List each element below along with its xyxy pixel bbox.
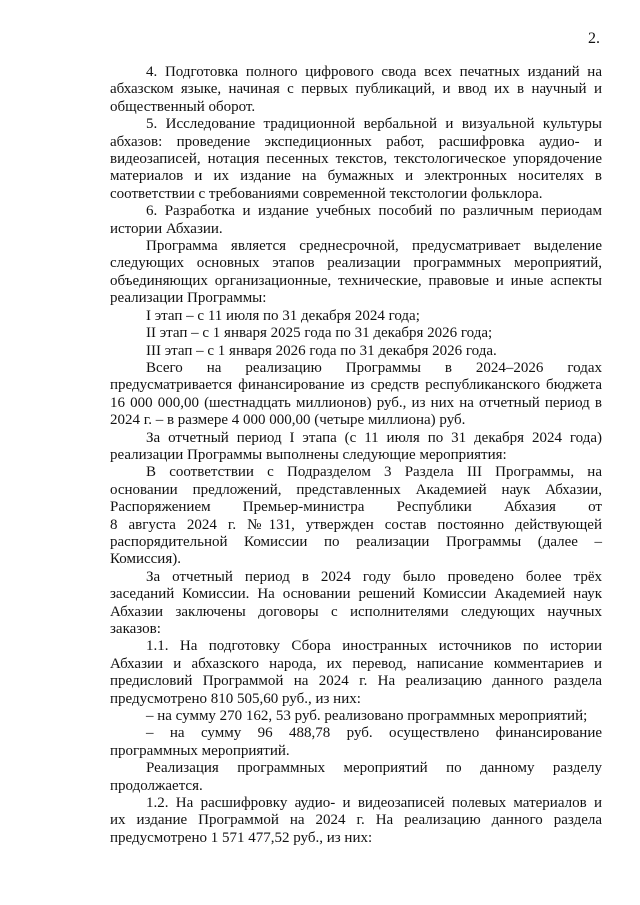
text-line: предусматривается финансирование из средств республиканского бюджета [110, 377, 602, 394]
paragraph [110, 203, 602, 238]
paragraph [110, 760, 602, 795]
text-line: 2024 г. – в размере 4 000 000,00 (четыре миллиона) руб. [110, 412, 466, 429]
page-number: 2. [588, 30, 600, 47]
text-line: 1.1. На подготовку Сбора иностранных источников по истории [146, 638, 602, 655]
paragraph [110, 64, 602, 116]
paragraph [110, 638, 602, 708]
text-line: – на сумму 270 162, 53 руб. реализовано программных мероприятий; [146, 708, 588, 725]
paragraph [110, 308, 602, 325]
text-line: следующих основных этапов реализации программных мероприятий, [110, 255, 602, 272]
text-line: В соответствии с Подразделом 3 Раздела III Программы, на [146, 464, 602, 481]
paragraph [110, 360, 602, 430]
text-line: материалов и их издание на бумажных и электронных носителях в [110, 168, 602, 185]
text-line: Абхазии и абхазского народа, их перевод, написание комментариев и [110, 655, 602, 672]
text-line: Всего на реализацию Программы в 2024–2026 годах [146, 359, 602, 376]
text-line: Абхазии заключены договоры с исполнителями следующих научных [110, 603, 602, 620]
text-line: объединяющих организационные, технические, правовые и иные аспекты [110, 272, 602, 289]
paragraph [110, 325, 602, 342]
text-line: предисловий Программой на 2024 г. На реализацию данного раздела [110, 673, 602, 690]
text-line: соответствии с требованиями современной текстологии фольклора. [110, 185, 543, 202]
text-line: абхазов: проведение экспедиционных работ, расшифровка аудио- и [110, 133, 602, 150]
text-line: III этап – с 1 января 2026 года по 31 декабря 2026 года. [146, 342, 497, 359]
text-line: Комиссия). [110, 551, 181, 568]
paragraph [110, 116, 602, 203]
paragraph [110, 238, 602, 308]
text-line: I этап – с 11 июля по 31 декабря 2024 года; [146, 307, 420, 324]
text-line: Реализация программных мероприятий по данному разделу [146, 760, 602, 777]
paragraph [110, 569, 602, 639]
text-line: За отчетный период в 2024 году было проведено более трёх [146, 568, 602, 585]
paragraph [110, 725, 602, 760]
text-line: заказов: [110, 621, 161, 637]
text-line: общественный оборот. [110, 98, 256, 115]
paragraph [110, 343, 602, 360]
text-line: программных мероприятий. [110, 742, 290, 759]
paragraph [110, 464, 602, 568]
text-line: Программа является среднесрочной, предусматривает выделение [146, 238, 602, 255]
text-line: предусмотрено 1 571 477,52 руб., из них: [110, 829, 373, 846]
document-body [110, 64, 602, 847]
text-line: 5. Исследование традиционной вербальной и визуальной культуры [146, 116, 602, 133]
text-line: – на сумму 96 488,78 руб. осуществлено финансирование [146, 725, 602, 742]
paragraph [110, 795, 602, 847]
text-line: II этап – с 1 января 2025 года по 31 декабря 2026 года; [146, 325, 493, 342]
text-line: их издание Программой на 2024 г. На реализацию данного раздела [110, 812, 602, 829]
text-line: заседаний Комиссии. На основании решений Комиссии Академией наук [110, 586, 602, 603]
text-line: предусмотрено 810 505,60 руб., из них: [110, 690, 361, 707]
text-line: Распоряжением Премьер-министра Республики Абхазия от [110, 499, 602, 516]
text-line: основании предложений, представленных Академией наук Абхазии, [110, 481, 602, 498]
paragraph [110, 430, 602, 465]
text-line: видеозаписей, нотация песенных текстов, текстологическое упорядочение [110, 151, 602, 168]
text-line: 16 000 000,00 (шестнадцать миллионов) руб., из них на отчетный период в [110, 394, 602, 411]
text-line: 4. Подготовка полного цифрового свода всех печатных изданий на [146, 64, 602, 80]
text-line: распорядительной Комиссии по реализации Программы (далее – [110, 533, 602, 550]
text-line: 1.2. На расшифровку аудио- и видеозаписей полевых материалов и [146, 795, 602, 812]
text-line: реализации Программы: [110, 290, 267, 307]
paragraph [110, 708, 602, 725]
text-line: 8 августа 2024 г. №131, утвержден состав постоянно действующей [110, 516, 602, 533]
text-line: За отчетный период I этапа (с 11 июля по 31 декабря 2024 года) [146, 429, 602, 446]
text-line: продолжается. [110, 777, 203, 794]
text-line: истории Абхазии. [110, 220, 223, 237]
text-line: реализации Программы выполнены следующие мероприятия: [110, 446, 507, 463]
text-line: абхазском языке, начиная с первых публикаций, и ввод их в научный и [110, 81, 602, 98]
text-line: 6. Разработка и издание учебных пособий по различным периодам [146, 203, 602, 220]
